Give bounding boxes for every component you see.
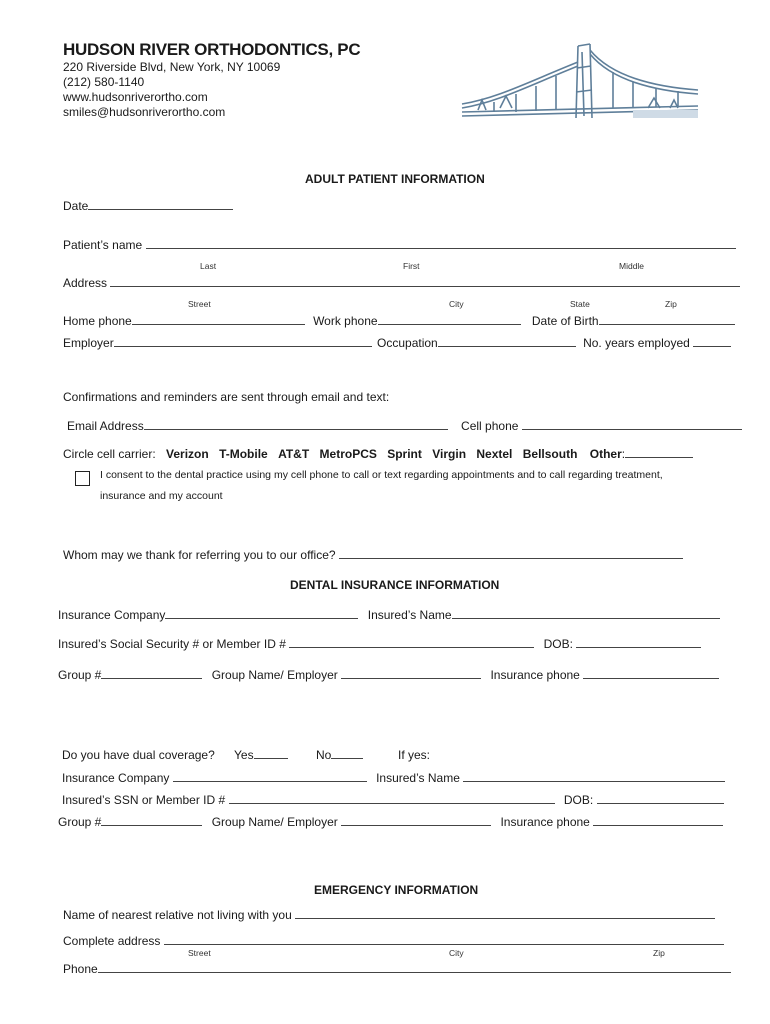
emergency-phone-field[interactable] bbox=[98, 962, 731, 973]
ins-group-row bbox=[58, 668, 719, 682]
dual-group-name-field[interactable] bbox=[341, 815, 491, 826]
relative-field[interactable] bbox=[295, 908, 715, 919]
ins-ssn-field[interactable] bbox=[289, 637, 534, 648]
dual-group-label: Group # bbox=[58, 815, 102, 829]
date-field[interactable] bbox=[88, 199, 233, 210]
home-phone-field[interactable] bbox=[132, 314, 305, 325]
email-cell-row bbox=[67, 419, 742, 433]
carrier-sprint[interactable]: Sprint bbox=[387, 447, 422, 461]
dual-yes-field[interactable] bbox=[254, 748, 288, 759]
dual-group-name-label: Group Name/ Employer bbox=[211, 815, 338, 829]
name-sub-first: First bbox=[403, 261, 420, 271]
practice-phone: (212) 580-1140 bbox=[63, 75, 145, 89]
dual-yes-label: Yes bbox=[234, 748, 254, 762]
emergency-address-row bbox=[63, 934, 724, 948]
name-sub-last: Last bbox=[200, 261, 217, 271]
address-sub-city: City bbox=[449, 299, 464, 309]
dual-group-row bbox=[58, 815, 723, 829]
email-label: Email Address bbox=[67, 419, 144, 433]
ins-dob-label: DOB: bbox=[543, 637, 573, 651]
dual-ssn-label: Insured’s SSN or Member ID # bbox=[62, 793, 226, 807]
address-sub-zip: Zip bbox=[665, 299, 677, 309]
dual-dob-label: DOB: bbox=[563, 793, 594, 807]
ins-phone-field[interactable] bbox=[583, 668, 719, 679]
name-sub-middle: Middle bbox=[619, 261, 645, 271]
address-field[interactable] bbox=[110, 276, 740, 287]
address-row bbox=[63, 276, 740, 290]
patient-name-row bbox=[63, 238, 736, 252]
referral-field[interactable] bbox=[339, 548, 683, 559]
ins-group-label: Group # bbox=[58, 668, 102, 682]
dob-field[interactable] bbox=[599, 314, 735, 325]
cell-phone-field[interactable] bbox=[522, 419, 742, 430]
dual-group-field[interactable] bbox=[101, 815, 202, 826]
dual-company-label: Insurance Company bbox=[62, 771, 170, 785]
phones-row bbox=[63, 314, 735, 328]
address-label: Address bbox=[63, 276, 108, 290]
ins-group-name-label: Group Name/ Employer bbox=[211, 668, 338, 682]
ins-dob-field[interactable] bbox=[576, 637, 701, 648]
dual-no-label: No bbox=[316, 748, 332, 762]
dob-label: Date of Birth bbox=[531, 314, 599, 328]
practice-website: www.hudsonriverortho.com bbox=[63, 90, 208, 104]
ins-insured-name-label: Insured’s Name bbox=[367, 608, 452, 622]
occupation-label: Occupation bbox=[377, 336, 438, 350]
referral-label: Whom may we thank for referring you to our office? bbox=[63, 548, 336, 562]
adult-info-title: ADULT PATIENT INFORMATION bbox=[305, 172, 485, 186]
years-employed-label: No. years employed bbox=[583, 336, 690, 350]
emergency-title: EMERGENCY INFORMATION bbox=[314, 883, 479, 897]
emergency-address-field[interactable] bbox=[164, 934, 724, 945]
emergency-sub-city: City bbox=[449, 948, 464, 958]
address-sub-state: State bbox=[570, 299, 590, 309]
date-label: Date bbox=[63, 199, 89, 213]
patient-name-label: Patient’s name bbox=[63, 238, 143, 252]
emergency-phone-label: Phone bbox=[63, 962, 98, 976]
dual-no-row bbox=[316, 748, 363, 762]
employer-field[interactable] bbox=[114, 336, 372, 347]
ins-company-row bbox=[58, 608, 720, 622]
ins-ssn-label: Insured’s Social Security # or Member ID # bbox=[58, 637, 286, 651]
carrier-label: Circle cell carrier: bbox=[63, 447, 156, 461]
carrier-metropcs[interactable]: MetroPCS bbox=[319, 447, 377, 461]
carrier-bellsouth[interactable]: Bellsouth bbox=[522, 447, 578, 461]
emergency-sub-street: Street bbox=[188, 948, 211, 958]
practice-email: smiles@hudsonriverortho.com bbox=[63, 105, 226, 119]
dual-company-field[interactable] bbox=[173, 771, 367, 782]
dual-ssn-row bbox=[62, 793, 724, 807]
carrier-tmobile[interactable]: T-Mobile bbox=[219, 447, 268, 461]
dual-phone-field[interactable] bbox=[593, 815, 723, 826]
dual-ssn-field[interactable] bbox=[229, 793, 555, 804]
bridge-logo-icon bbox=[458, 38, 706, 120]
emergency-phone-row bbox=[63, 962, 731, 976]
cell-phone-label: Cell phone bbox=[461, 419, 519, 433]
dual-no-field[interactable] bbox=[331, 748, 363, 759]
dual-dob-field[interactable] bbox=[597, 793, 724, 804]
carrier-nextel[interactable]: Nextel bbox=[476, 447, 513, 461]
carrier-row: Circle cell carrier: Verizon T-Mobile AT&T MetroPCS Sprint Virgin Nextel Bellsouth Other: bbox=[63, 447, 693, 461]
ins-group-name-field[interactable] bbox=[341, 668, 481, 679]
relative-row bbox=[63, 908, 715, 922]
emergency-sub-zip: Zip bbox=[653, 948, 665, 958]
dual-phone-label: Insurance phone bbox=[500, 815, 590, 829]
carrier-att[interactable]: AT&T bbox=[278, 447, 310, 461]
consent-text-1: I consent to the dental practice using my cell phone to call or text regarding appointments and to call regarding treatment, bbox=[100, 469, 663, 481]
employment-row bbox=[63, 336, 731, 350]
carrier-other-label: Other bbox=[589, 447, 622, 461]
occupation-field[interactable] bbox=[438, 336, 576, 347]
dual-insured-name-field[interactable] bbox=[463, 771, 725, 782]
emergency-address-label: Complete address bbox=[63, 934, 161, 948]
relative-label: Name of nearest relative not living with you bbox=[63, 908, 292, 922]
confirm-text: Confirmations and reminders are sent through email and text: bbox=[63, 390, 390, 404]
carrier-virgin[interactable]: Virgin bbox=[432, 447, 467, 461]
ins-ssn-row bbox=[58, 637, 701, 651]
carrier-other-field[interactable] bbox=[625, 447, 693, 458]
home-phone-label: Home phone bbox=[63, 314, 132, 328]
ins-group-field[interactable] bbox=[101, 668, 202, 679]
email-field[interactable] bbox=[144, 419, 448, 430]
address-sub-street: Street bbox=[188, 299, 211, 309]
work-phone-field[interactable] bbox=[378, 314, 521, 325]
ins-company-label: Insurance Company bbox=[58, 608, 166, 622]
practice-name: HUDSON RIVER ORTHODONTICS, PC bbox=[63, 40, 361, 59]
ins-company-field[interactable] bbox=[165, 608, 358, 619]
carrier-verizon[interactable]: Verizon bbox=[166, 447, 209, 461]
ins-phone-label: Insurance phone bbox=[490, 668, 580, 682]
years-employed-field[interactable] bbox=[693, 336, 731, 347]
work-phone-label: Work phone bbox=[313, 314, 378, 328]
dual-insured-name-label: Insured’s Name bbox=[376, 771, 460, 785]
dual-question-label: Do you have dual coverage? bbox=[62, 748, 215, 762]
consent-checkbox[interactable] bbox=[75, 471, 90, 486]
employer-label: Employer bbox=[63, 336, 114, 350]
ins-insured-name-field[interactable] bbox=[452, 608, 720, 619]
patient-name-field[interactable] bbox=[146, 238, 736, 249]
referral-row bbox=[63, 548, 683, 562]
insurance-title: DENTAL INSURANCE INFORMATION bbox=[290, 578, 500, 592]
dual-company-row bbox=[62, 771, 725, 785]
date-row bbox=[63, 199, 233, 213]
dual-yes-row bbox=[234, 748, 288, 762]
consent-text-2: insurance and my account bbox=[100, 490, 223, 502]
practice-address: 220 Riverside Blvd, New York, NY 10069 bbox=[63, 60, 281, 74]
dual-if-yes-label: If yes: bbox=[398, 748, 431, 762]
